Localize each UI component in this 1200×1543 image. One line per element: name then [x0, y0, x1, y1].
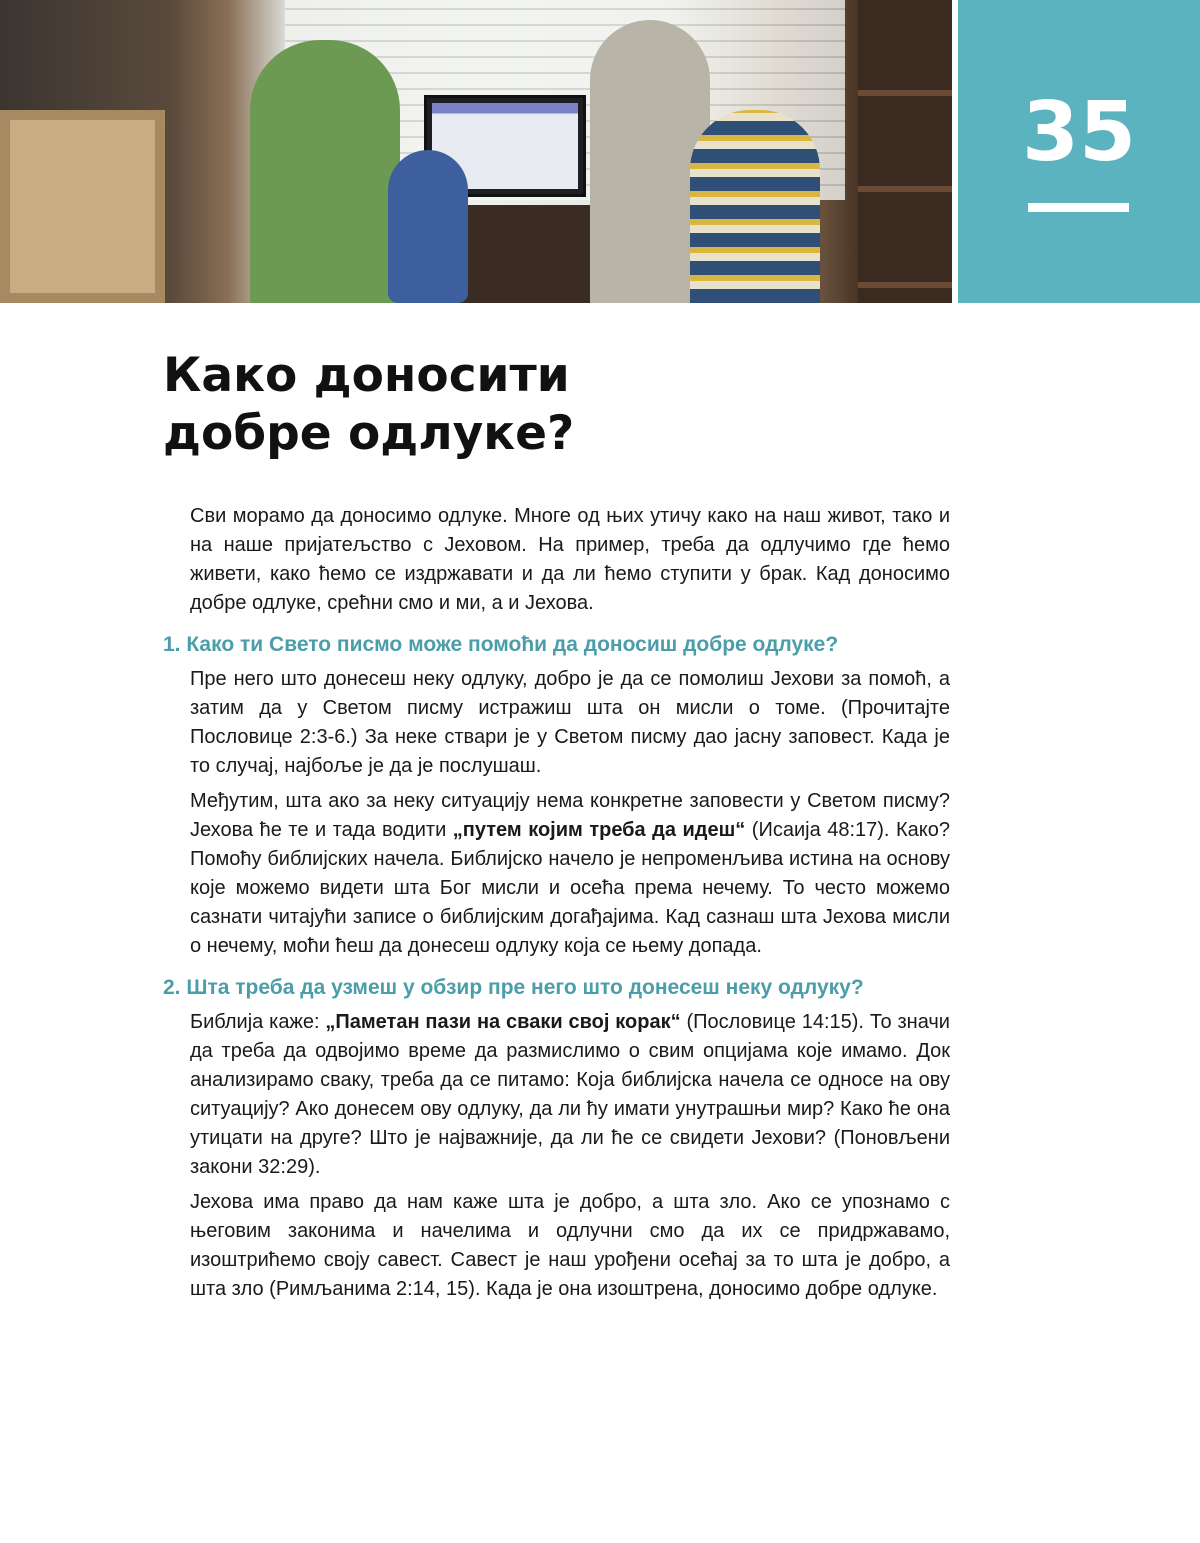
lesson-number-badge: [958, 0, 1200, 303]
boy: [690, 110, 820, 303]
section-2-paragraph-1: [190, 1008, 950, 1182]
section-1-paragraph-2: [190, 787, 950, 961]
text: Библија каже:: [190, 1011, 326, 1033]
text: (Пословице 14:15). То значи да треба да одвојимо време да размислимо о свим опцијама које имамо. Док анализирамо сваку, треба да се питамо: Која библијска начела се односе на ову ситуацију? Ако донесем ову одлуку, да ли ћу имати унутрашњи мир? Како ће она утицати на друге? Што је најважније, да ли ће се свидети Јехови? (Поновљени закони 32:29).: [190, 1011, 950, 1178]
text: Међутим, шта ако за неку ситуацију нема конкретне заповести у Светом писму? Јехова ће те и тада водити: [190, 790, 950, 841]
section-heading-1: 1. Како ти Свето писмо може помоћи да доносиш добре одлуке?: [163, 633, 839, 656]
picture-frame: [0, 110, 165, 303]
family-at-computer-photo: [0, 0, 952, 303]
lesson-number: 35: [1021, 85, 1137, 180]
bold-quote: „Паметан пази на сваки свој корак“: [325, 1011, 681, 1033]
bookshelf: [858, 0, 952, 303]
section-1-paragraph-1: Пре него што донесеш неку одлуку, добро је да се помолиш Јехови за помоћ, а затим да у Светом писму истражиш шта он мисли о томе. (Прочитајте Пословице 2:3-6.) За неке ствари је у Светом писму дао јасну заповест. Када је то случај, најбоље је да је послушаш.: [190, 668, 950, 777]
section-2-paragraph-2: Јехова има право да нам каже шта је добро, а шта зло. Ако се упознамо с његовим законима и начелима и одлучни смо да их се придржавамо, изоштрићемо своју савест. Савест је наш урођени осећај за то шта је добро, а шта зло (Римљанима 2:14, 15). Када је она изоштрена, доносимо добре одлуке.: [190, 1191, 950, 1300]
text: (Исаија 48:17). Како? Помоћу библијских начела. Библијско начело је непроменљива истина на основу које можемо видети шта Бог мисли и осећа према нечему. То често можемо сазнати читајући записе о библијским догађајима. Кад сазнаш шта Јехова мисли о нечему, моћи ћеш да донесеш одлуку која се њему допада.: [190, 819, 950, 957]
woman: [250, 40, 400, 303]
bold-quote: „путем којим треба да идеш“: [452, 819, 746, 841]
article-body: [163, 502, 950, 1310]
page-title: Како доносити добре одлуке?: [163, 348, 575, 461]
lesson-number-underline: [1028, 203, 1129, 212]
intro-paragraph: Сви морамо да доносимо одлуке. Многе од њих утичу како на наш живот, тако и на наше пријатељство с Јеховом. На пример, треба да одлучимо где ћемо живети, како ћемо се издржавати и да ли ћемо ступити у брак. Кад доносимо добре одлуке, срећни смо и ми, а и Јехова.: [190, 505, 950, 614]
baby: [388, 150, 468, 303]
section-heading-2: 2. Шта треба да узмеш у обзир пре него што донесеш неку одлуку?: [163, 976, 864, 999]
